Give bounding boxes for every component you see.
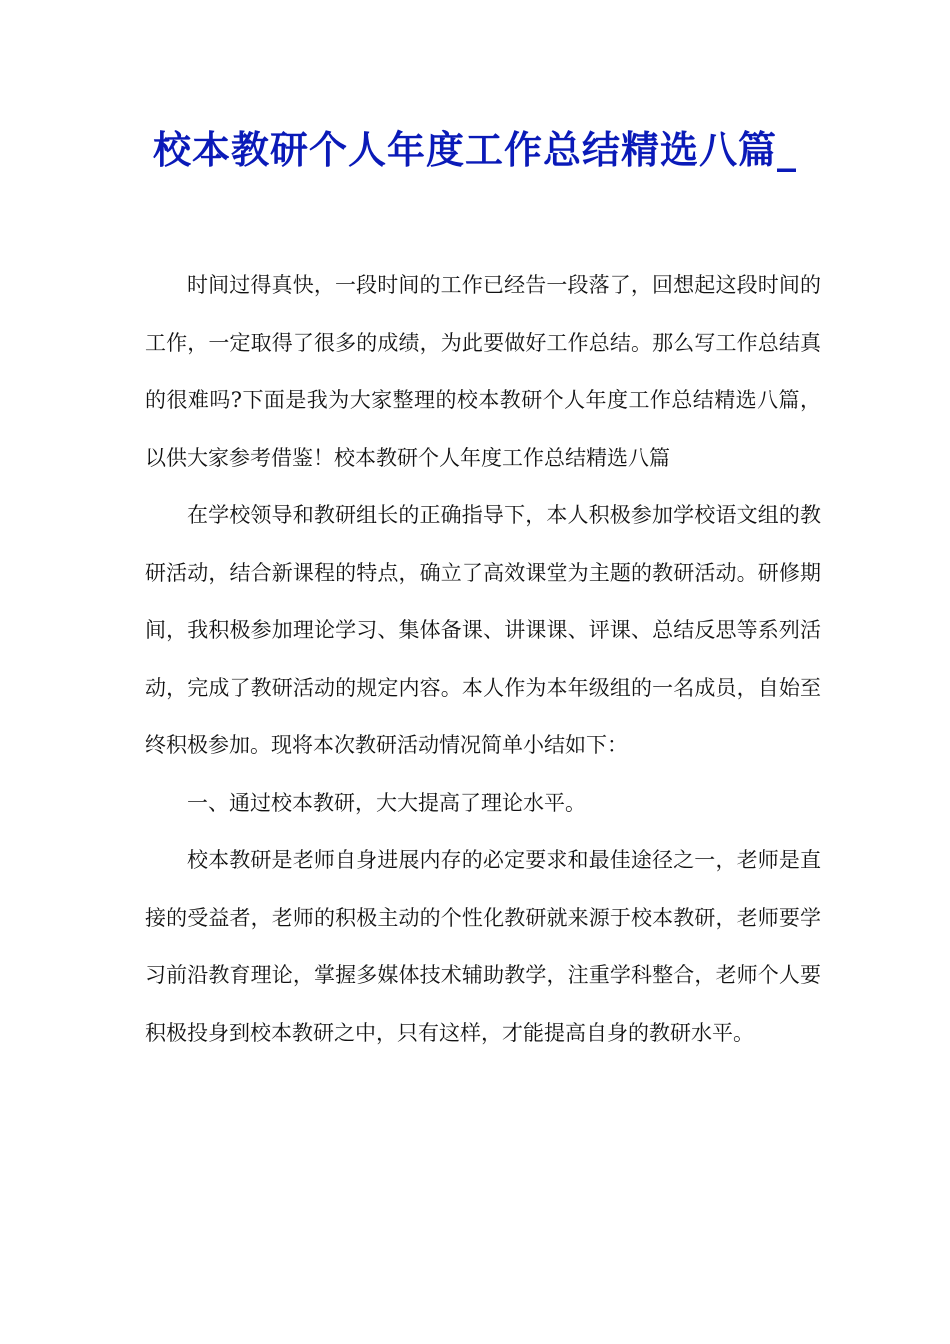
paragraph-overview: 在学校领导和教研组长的正确指导下，本人积极参加学校语文组的教研活动，结合新课程的特点，确立了高效课堂为主题的教研活动。研修期间，我积极参加理论学习、集体备课、讲课课、评课、总结反思等系列活动，完成了教研活动的规定内容。本人作为本年级组的一名成员，自始至终积极参加。现将本次教研活动情况简单小结如下： bbox=[145, 503, 821, 757]
document-title: 校本教研个人年度工作总结精选八篇_ bbox=[152, 127, 797, 172]
section-heading-1: 一、通过校本教研，大大提高了理论水平。 bbox=[187, 790, 586, 815]
document-body bbox=[145, 257, 821, 1062]
paragraph-section-1: 校本教研是老师自身进展内存的必定要求和最佳途径之一，老师是直接的受益者，老师的积极主动的个性化教研就来源于校本教研，老师要学习前沿教育理论，掌握多媒体技术辅助教学，注重学科整合，老师个人要积极投身到校本教研之中，只有这样，才能提高自身的教研水平。 bbox=[145, 848, 821, 1045]
paragraph-intro: 时间过得真快，一段时间的工作已经告一段落了，回想起这段时间的工作，一定取得了很多的成绩，为此要做好工作总结。那么写工作总结真的很难吗?下面是我为大家整理的校本教研个人年度工作总结精选八篇，以供大家参考借鉴！校本教研个人年度工作总结精选八篇 bbox=[145, 273, 821, 470]
